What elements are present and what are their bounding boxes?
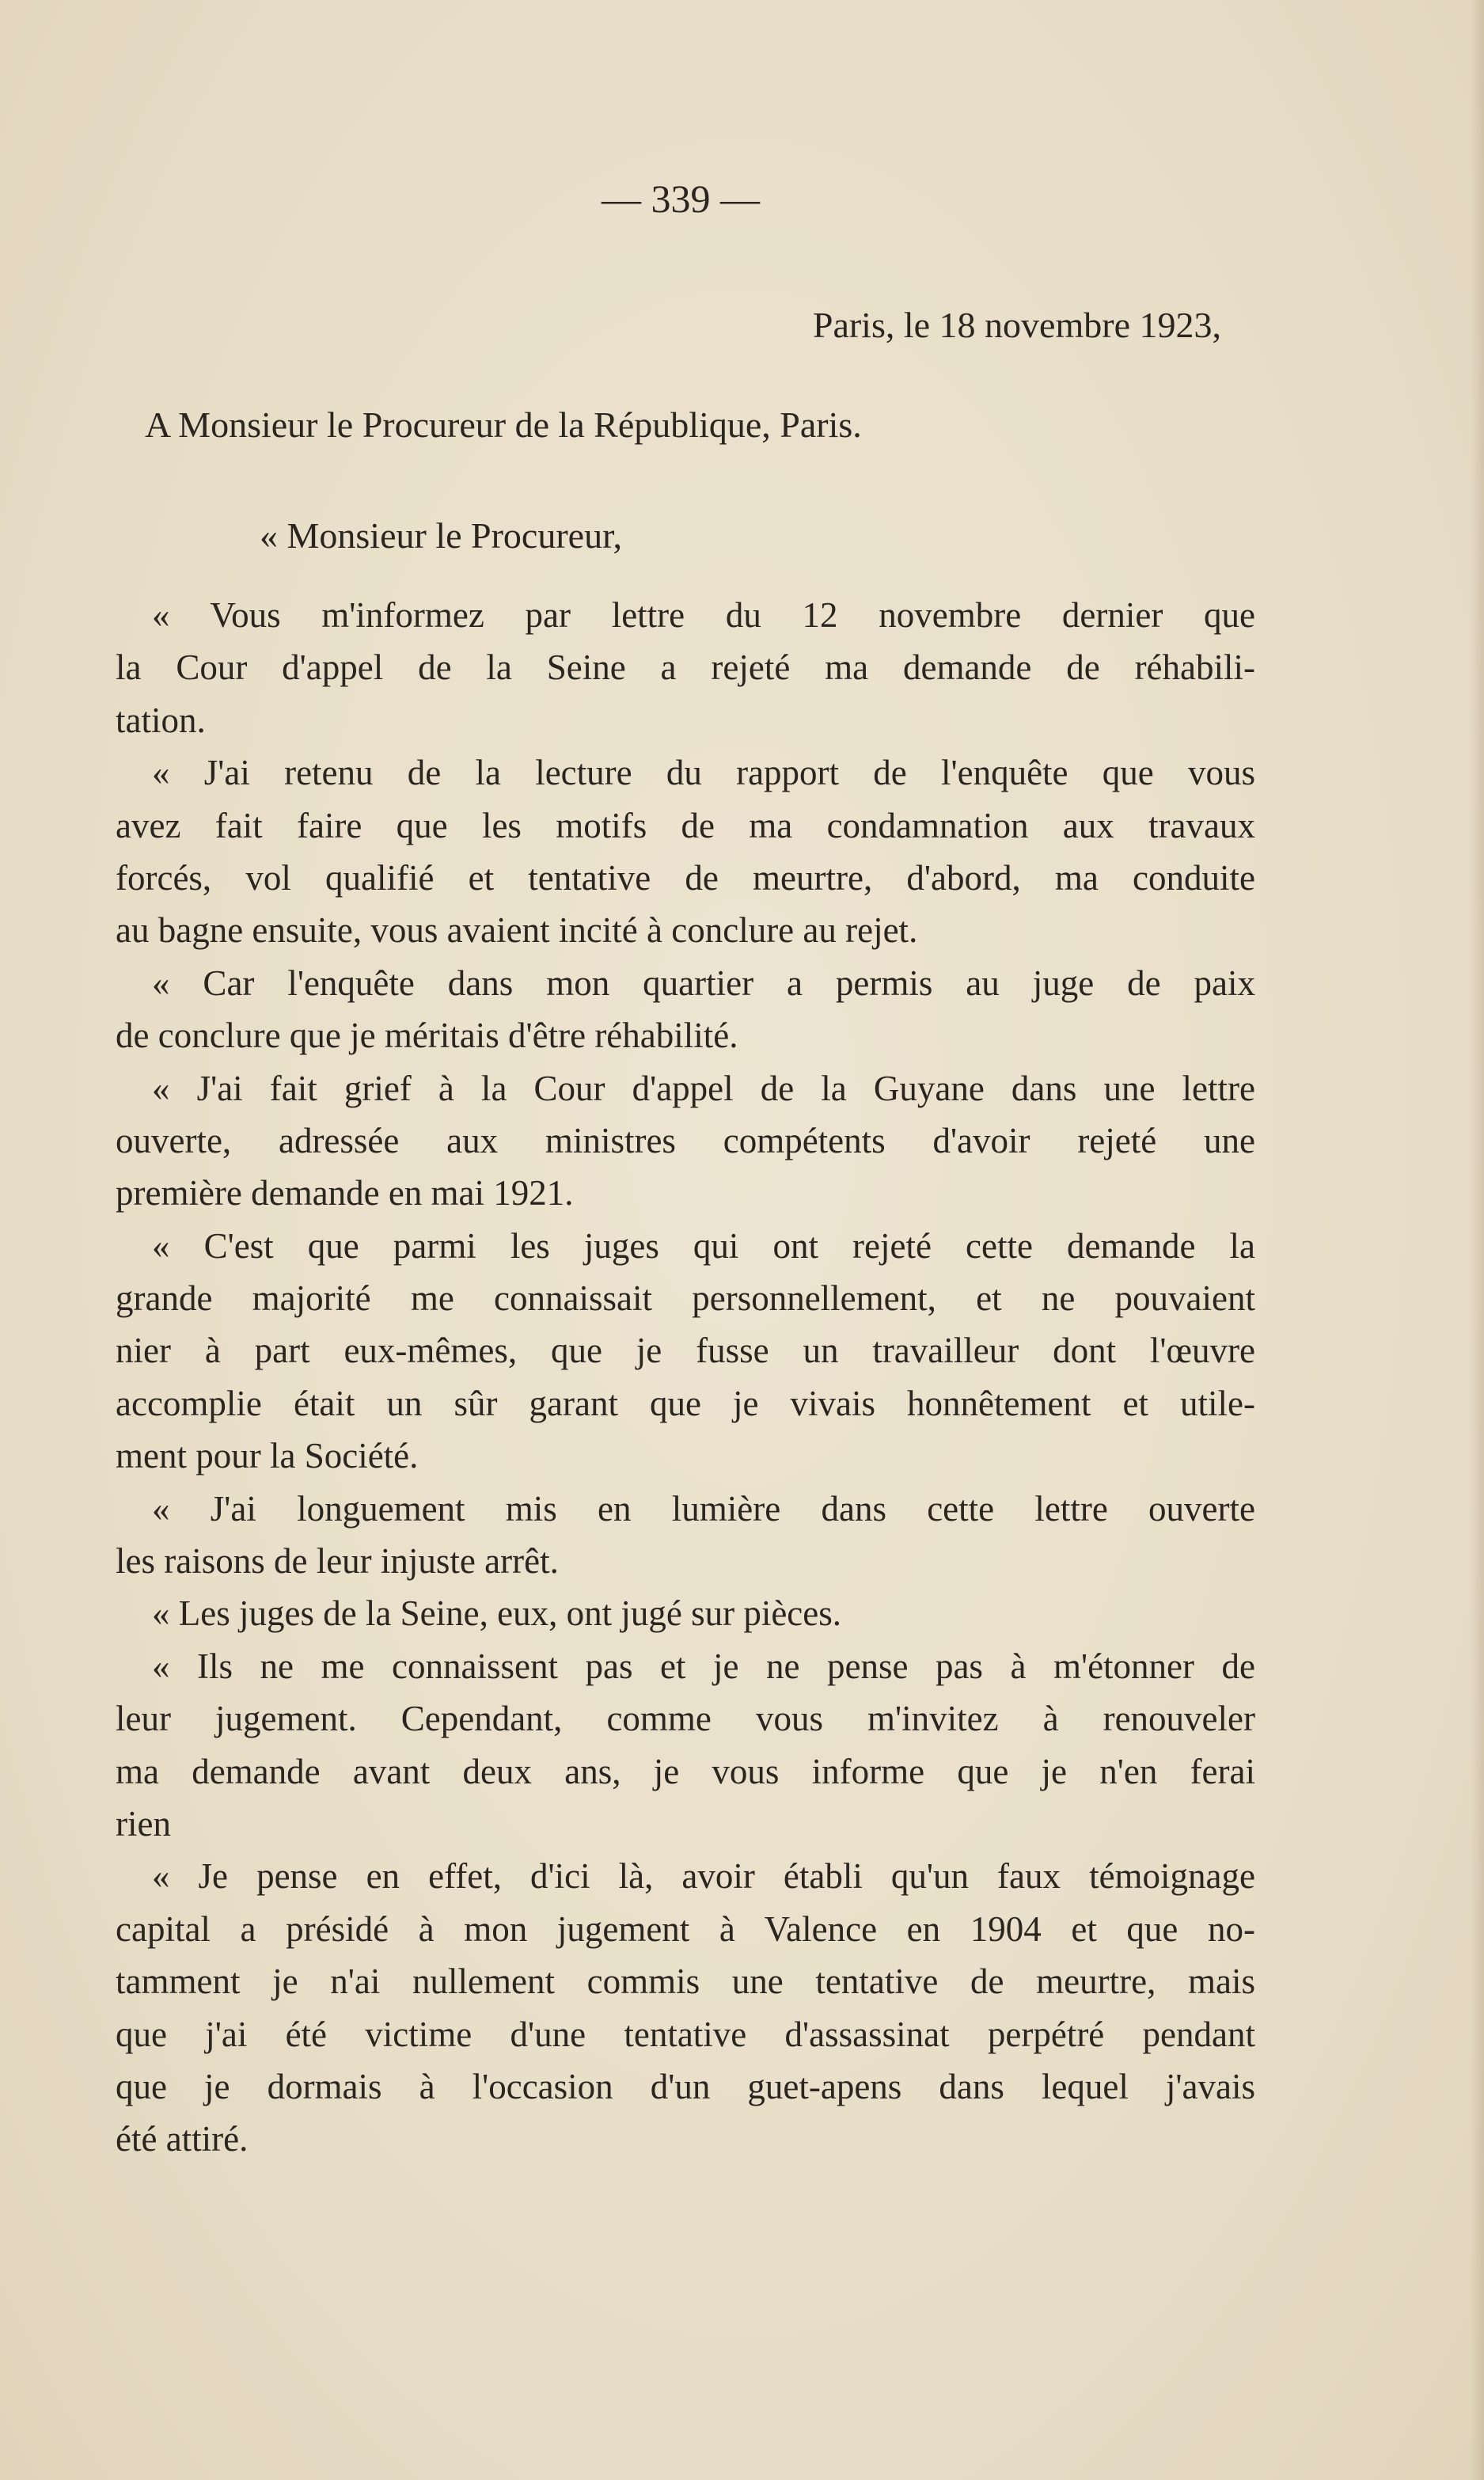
text-line: tamment je n'ai nullement commis une tentative de meurtre, mais bbox=[116, 1962, 1255, 2002]
page-edge-shadow bbox=[1470, 0, 1484, 2480]
text-line: « Je pense en effet, d'ici là, avoir établi qu'un faux témoignage bbox=[152, 1856, 1255, 1897]
text-line: que j'ai été victime d'une tentative d'assassinat perpétré pendant bbox=[116, 2014, 1255, 2054]
text-line: forcés, vol qualifié et tentative de meurtre, d'abord, ma conduite bbox=[116, 857, 1255, 898]
text-line: ouverte, adressée aux ministres compétents d'avoir rejeté une bbox=[116, 1120, 1255, 1160]
letter-addressee: A Monsieur le Procureur de la République, Paris. bbox=[145, 404, 862, 445]
text-line: « J'ai fait grief à la Cour d'appel de la Guyane dans une lettre bbox=[152, 1068, 1255, 1108]
text-line: la Cour d'appel de la Seine a rejeté ma demande de réhabili- bbox=[116, 648, 1255, 688]
text-line: été attiré. bbox=[116, 2119, 249, 2159]
text-line: avez fait faire que les motifs de ma condamnation aux travaux bbox=[116, 805, 1255, 845]
text-line: « Vous m'informez par lettre du 12 novembre dernier que bbox=[152, 595, 1255, 635]
text-line: « Car l'enquête dans mon quartier a permis au juge de paix bbox=[152, 963, 1255, 1003]
letter-salutation: « Monsieur le Procureur, bbox=[260, 515, 623, 556]
text-line: ment pour la Société. bbox=[116, 1436, 419, 1476]
text-line: « J'ai retenu de la lecture du rapport de l'enquête que vous bbox=[152, 753, 1255, 793]
text-line: que je dormais à l'occasion d'un guet-apens dans lequel j'avais bbox=[116, 2066, 1255, 2106]
text-line: les raisons de leur injuste arrêt. bbox=[116, 1541, 559, 1582]
text-line: grande majorité me connaissait personnellement, et ne pouvaient bbox=[116, 1278, 1255, 1319]
text-line: capital a présidé à mon jugement à Valence en 1904 et que no- bbox=[116, 1908, 1255, 1949]
text-line: au bagne ensuite, vous avaient incité à conclure au rejet. bbox=[116, 910, 918, 951]
text-line: nier à part eux-mêmes, que je fusse un travailleur dont l'œuvre bbox=[116, 1331, 1255, 1371]
text-line: ma demande avant deux ans, je vous informe que je n'en ferai bbox=[116, 1751, 1255, 1791]
text-line: accomplie était un sûr garant que je vivais honnêtement et utile- bbox=[116, 1383, 1255, 1423]
text-line: rien bbox=[116, 1803, 171, 1844]
page-number: — 339 — bbox=[602, 177, 760, 221]
text-line: « Ils ne me connaissent pas et je ne pense pas à m'étonner de bbox=[152, 1646, 1255, 1686]
text-line: de conclure que je méritais d'être réhabilité. bbox=[116, 1016, 738, 1056]
letter-body bbox=[116, 589, 1255, 2166]
text-line: première demande en mai 1921. bbox=[116, 1173, 574, 1213]
text-line: « Les juges de la Seine, eux, ont jugé sur pièces. bbox=[152, 1593, 842, 1634]
text-line: leur jugement. Cependant, comme vous m'invitez à renouveler bbox=[116, 1699, 1255, 1739]
text-line: tation. bbox=[116, 700, 206, 740]
text-line: « C'est que parmi les juges qui ont rejeté cette demande la bbox=[152, 1225, 1255, 1266]
letter-date: Paris, le 18 novembre 1923, bbox=[812, 305, 1221, 345]
text-line: « J'ai longuement mis en lumière dans cette lettre ouverte bbox=[152, 1488, 1255, 1529]
